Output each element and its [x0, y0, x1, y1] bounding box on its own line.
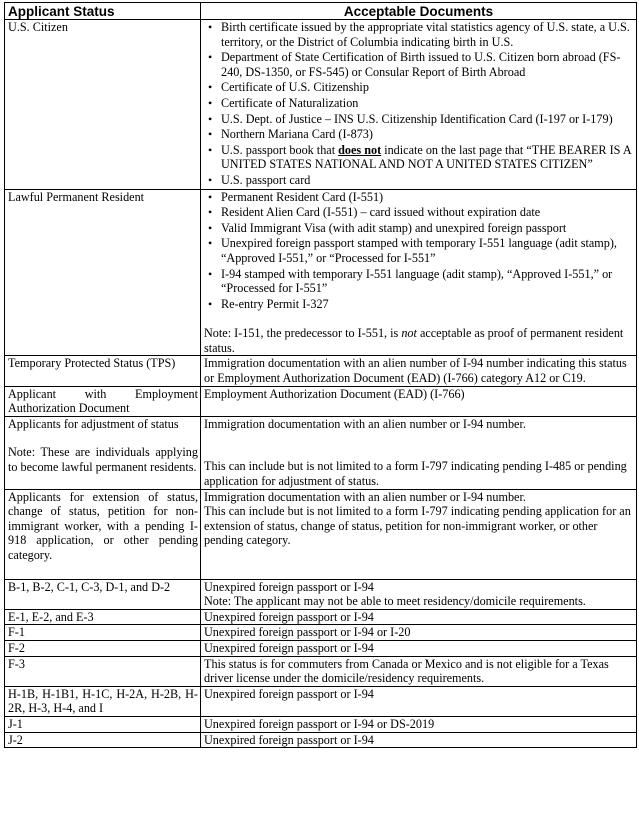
- status-cell: U.S. Citizen: [5, 20, 201, 190]
- status-cell: F-3: [5, 656, 201, 686]
- document-list: [204, 20, 634, 188]
- status-cell: F-2: [5, 640, 201, 656]
- column-header-applicant-status: Applicant Status: [5, 3, 201, 20]
- status-cell: J-1: [5, 716, 201, 732]
- table-row-j1: [5, 716, 637, 732]
- table-row-h: [5, 686, 637, 716]
- list-item: • U.S. Dept. of Justice – INS U.S. Citizenship Identification Card (I-197 or I-179): [221, 112, 634, 127]
- list-item: • Resident Alien Card (I-551) – card issued without expiration date: [221, 205, 634, 220]
- documents-cell: [201, 20, 637, 190]
- table-header-row: [5, 3, 637, 20]
- note-text-post: acceptable as proof of permanent resident status.: [204, 326, 624, 355]
- documents-text: Immigration documentation with an alien number or I-94 number.: [204, 416, 526, 431]
- status-cell: E-1, E-2, and E-3: [5, 609, 201, 625]
- list-item: • U.S. passport card: [221, 173, 634, 188]
- documents-cell: Employment Authorization Document (EAD) (I-766): [201, 386, 637, 416]
- list-item: [221, 143, 634, 172]
- table-row-ead: [5, 386, 637, 416]
- table-row-f1: [5, 625, 637, 641]
- documents-cell: Unexpired foreign passport or I-94 or I-20: [201, 625, 637, 641]
- documents-cell: Immigration documentation with an alien number of I-94 number indicating this status or Employment Authorization Document (EAD) (I-766) category A12 or C19.: [201, 356, 637, 386]
- status-cell: B-1, B-2, C-1, C-3, D-1, and D-2: [5, 579, 201, 609]
- list-item: • Certificate of Naturalization: [221, 96, 634, 111]
- table-row-extension-of-status: [5, 489, 637, 579]
- list-item: • Birth certificate issued by the appropriate vital statistics agency of U.S. state, a U.S. territory, or the District of Columbia indicating birth in U.S.: [221, 20, 634, 49]
- documents-note: This can include but is not limited to a form I-797 indicating pending I-485 or pending application for adjustment of status.: [204, 459, 627, 489]
- documents-cell: Unexpired foreign passport or I-94: [201, 640, 637, 656]
- passport-emphasis: does not: [338, 142, 382, 157]
- table-row-j2: [5, 732, 637, 748]
- column-header-acceptable-documents: Acceptable Documents: [201, 3, 637, 20]
- status-cell: [5, 416, 201, 489]
- list-item: • I-94 stamped with temporary I-551 language (adit stamp), “Approved I-551,” or “Processed for I-551”: [221, 267, 634, 296]
- list-item: • Valid Immigrant Visa (with adit stamp) and unexpired foreign passport: [221, 221, 634, 236]
- table-row-adjustment-of-status: [5, 416, 637, 489]
- table-row-us-citizen: [5, 20, 637, 190]
- documents-cell: Unexpired foreign passport or I-94: [201, 609, 637, 625]
- documents-cell: Unexpired foreign passport or I-94 or DS-2019: [201, 716, 637, 732]
- document-list: [204, 190, 634, 312]
- documents-cell: [201, 579, 637, 609]
- documents-note: Note: The applicant may not be able to meet residency/domicile requirements.: [204, 594, 586, 609]
- documents-text: Unexpired foreign passport or I-94: [204, 579, 374, 594]
- table-row-b-c-d: [5, 579, 637, 609]
- status-cell: F-1: [5, 625, 201, 641]
- passport-text-post: indicate on the last page that “THE BEARER IS A UNITED STATES NATIONAL AND NOT A UNITED STATES CITIZEN”: [221, 142, 631, 172]
- status-cell: J-2: [5, 732, 201, 748]
- list-item: • Department of State Certification of Birth issued to U.S. Citizen born abroad (FS-240, DS-1350, or FS-545) or Consular Report of Birth Abroad: [221, 50, 634, 79]
- documents-text: Immigration documentation with an alien number or I-94 number.: [204, 489, 526, 504]
- documents-cell: [201, 189, 637, 356]
- list-item: • Northern Mariana Card (I-873): [221, 127, 634, 142]
- table-row-lawful-permanent-resident: [5, 189, 637, 356]
- table-row-f2: [5, 640, 637, 656]
- documents-note: This can include but is not limited to a form I-797 indicating pending application for an extension of status, change of status, petition for non-immigrant worker, or other pending category.: [204, 504, 631, 548]
- list-item: • Permanent Resident Card (I-551): [221, 190, 634, 205]
- table-row-e: [5, 609, 637, 625]
- status-cell: Temporary Protected Status (TPS): [5, 356, 201, 386]
- status-cell: Applicant with Employment Authorization Document: [5, 386, 201, 416]
- table-row-f3: [5, 656, 637, 686]
- status-note: Note: These are individuals applying to become lawful permanent residents.: [8, 445, 198, 475]
- passport-text-pre: U.S. passport book that: [221, 142, 339, 157]
- status-cell: Applicants for extension of status, change of status, petition for non-immigrant worker, with a pending I-918 application, or other pending category.: [5, 489, 201, 579]
- documents-cell: This status is for commuters from Canada or Mexico and is not eligible for a Texas driver license under the domicile/residency requirements.: [201, 656, 637, 686]
- note-text-pre: Note: I-151, the predecessor to I-551, is: [204, 326, 402, 341]
- documents-cell: [201, 489, 637, 579]
- documents-cell: Unexpired foreign passport or I-94: [201, 732, 637, 748]
- status-cell: Lawful Permanent Resident: [5, 189, 201, 356]
- documents-cell: [201, 416, 637, 489]
- list-item: • Certificate of U.S. Citizenship: [221, 80, 634, 95]
- table-row-tps: [5, 356, 637, 386]
- note-emphasis: not: [401, 326, 417, 341]
- acceptable-documents-table: [4, 2, 637, 748]
- documents-cell: Unexpired foreign passport or I-94: [201, 686, 637, 716]
- status-text: Applicants for adjustment of status: [8, 416, 179, 431]
- list-item: • Re-entry Permit I-327: [221, 297, 634, 312]
- lpr-note: [204, 326, 634, 355]
- list-item: • Unexpired foreign passport stamped with temporary I-551 language (adit stamp), “Approved I-551,” or “Processed for I-551”: [221, 236, 634, 265]
- status-cell: H-1B, H-1B1, H-1C, H-2A, H-2B, H-2R, H-3, H-4, and I: [5, 686, 201, 716]
